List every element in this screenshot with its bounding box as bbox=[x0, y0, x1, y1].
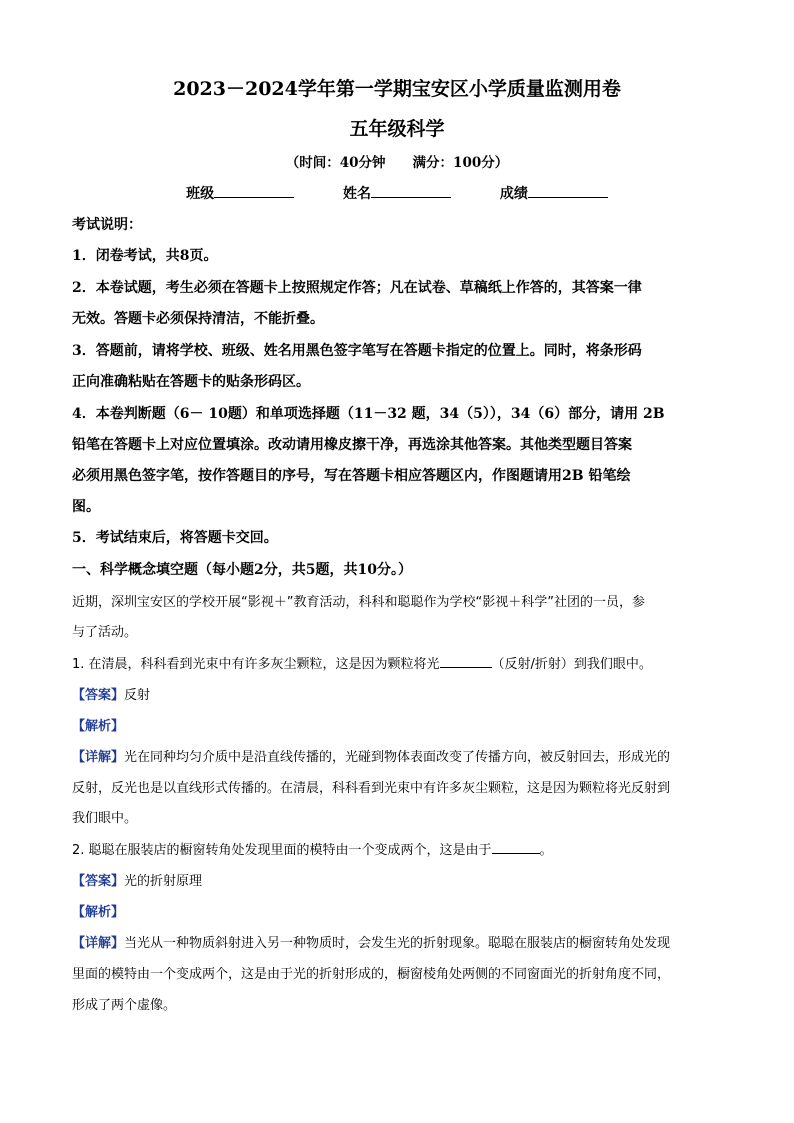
exam-title: 2023－2024学年第一学期宝安区小学质量监测用卷 bbox=[173, 78, 621, 100]
q2-detail-tag: 【详解】 bbox=[72, 936, 125, 951]
instruction-item-2-cont: 无效。答题卡必须保持清洁，不能折叠。 bbox=[72, 311, 324, 327]
instruction-item-2: 2．本卷试题，考生必须在答题卡上按照规定作答；凡在试卷、草稿纸上作答的，其答案一律 bbox=[72, 280, 642, 296]
class-blank bbox=[214, 184, 294, 198]
q2-blank bbox=[492, 840, 540, 854]
q1-detail-line-3: 我们眼中。 bbox=[72, 811, 138, 826]
q1-blank bbox=[440, 654, 492, 668]
score-label: 成绩 bbox=[499, 186, 528, 202]
q1-answer-row bbox=[72, 684, 722, 703]
time-score-info: （时间：40分钟 满分：100分） bbox=[285, 155, 509, 171]
class-label: 班级 bbox=[186, 186, 215, 202]
q1-analysis-row bbox=[72, 715, 722, 734]
q2-detail-row bbox=[72, 932, 722, 951]
instruction-item-4: 4．本卷判断题（6－ 10题）和单项选择题（11－32 题，34（5）），34（6）部分，请用 2B bbox=[72, 406, 665, 422]
q1-stem-before: 1. 在清晨，科科看到光束中有许多灰尘颗粒，这是因为颗粒将光 bbox=[72, 657, 440, 672]
question-2-stem bbox=[72, 839, 722, 858]
q2-stem-after: 。 bbox=[539, 843, 553, 858]
q1-analysis-tag: 【解析】 bbox=[72, 719, 125, 734]
section-1-heading: 一、科学概念填空题（每小题2分，共5题，共10分。） bbox=[72, 562, 412, 578]
question-1-stem bbox=[72, 653, 722, 672]
instruction-item-3-cont: 正向准确粘贴在答题卡的贴条形码区。 bbox=[72, 374, 310, 390]
q2-analysis-row bbox=[72, 901, 722, 920]
section-1-intro: 近期，深圳宝安区的学校开展“影视＋”教育活动，科科和聪聪作为学校“影视＋科学”社团的一员，参 bbox=[72, 595, 645, 610]
class-field bbox=[186, 183, 294, 203]
q2-answer-row bbox=[72, 870, 722, 889]
score-field bbox=[500, 183, 608, 203]
q1-answer: 反射 bbox=[124, 688, 151, 703]
q2-detail-line-2: 里面的模特由一个变成两个，这是由于光的折射形成的，橱窗棱角处两侧的不同窗面光的折射角度不同， bbox=[72, 967, 671, 982]
q2-answer: 光的折射原理 bbox=[124, 874, 203, 889]
student-info-row bbox=[0, 183, 794, 203]
name-field bbox=[343, 183, 451, 203]
q1-detail-line-1: 光在同种均匀介质中是沿直线传播的，光碰到物体表面改变了传播方向，被反射回去，形成光的 bbox=[124, 750, 671, 765]
q2-stem-before: 2. 聪聪在服装店的橱窗转角处发现里面的模特由一个变成两个，这是由于 bbox=[72, 843, 492, 858]
q2-answer-tag: 【答案】 bbox=[72, 874, 125, 889]
instruction-item-3: 3．答题前，请将学校、班级、姓名用黑色签字笔写在答题卡指定的位置上。同时，将条形码 bbox=[72, 343, 642, 359]
instruction-item-4-cont1: 铅笔在答题卡上对应位置填涂。改动请用橡皮擦干净，再选涂其他答案。其他类型题目答案 bbox=[72, 437, 632, 453]
q1-detail-tag: 【详解】 bbox=[72, 750, 125, 765]
instructions-heading: 考试说明： bbox=[72, 217, 142, 233]
exam-subject: 五年级科学 bbox=[349, 118, 445, 140]
name-label: 姓名 bbox=[343, 186, 371, 202]
instruction-item-5: 5．考试结束后，将答题卡交回。 bbox=[72, 530, 278, 546]
q2-detail-line-1: 当光从一种物质斜射进入另一种物质时，会发生光的折射现象。聪聪在服装店的橱窗转角处发现 bbox=[124, 936, 671, 951]
q1-stem-after: （反射/折射）到我们眼中。 bbox=[491, 657, 652, 672]
q1-answer-tag: 【答案】 bbox=[72, 688, 125, 703]
q1-detail-row bbox=[72, 746, 722, 765]
instruction-item-4-cont2: 必须用黑色签字笔，按作答题目的序号，写在答题卡相应答题区内，作图题请用2B 铅笔绘 bbox=[72, 468, 631, 484]
instruction-item-4-cont3: 图。 bbox=[72, 499, 100, 515]
q1-detail-line-2: 反射，反光也是以直线形式传播的。在清晨，科科看到光束中有许多灰尘颗粒，这是因为颗粒将光反射到 bbox=[72, 781, 671, 796]
name-blank bbox=[371, 184, 451, 198]
section-1-intro-cont: 与了活动。 bbox=[72, 625, 138, 640]
score-blank bbox=[528, 184, 608, 198]
q2-analysis-tag: 【解析】 bbox=[72, 905, 125, 920]
instruction-item-1: 1．闭卷考试，共8页。 bbox=[72, 248, 218, 264]
q2-detail-line-3: 形成了两个虚像。 bbox=[72, 998, 177, 1013]
